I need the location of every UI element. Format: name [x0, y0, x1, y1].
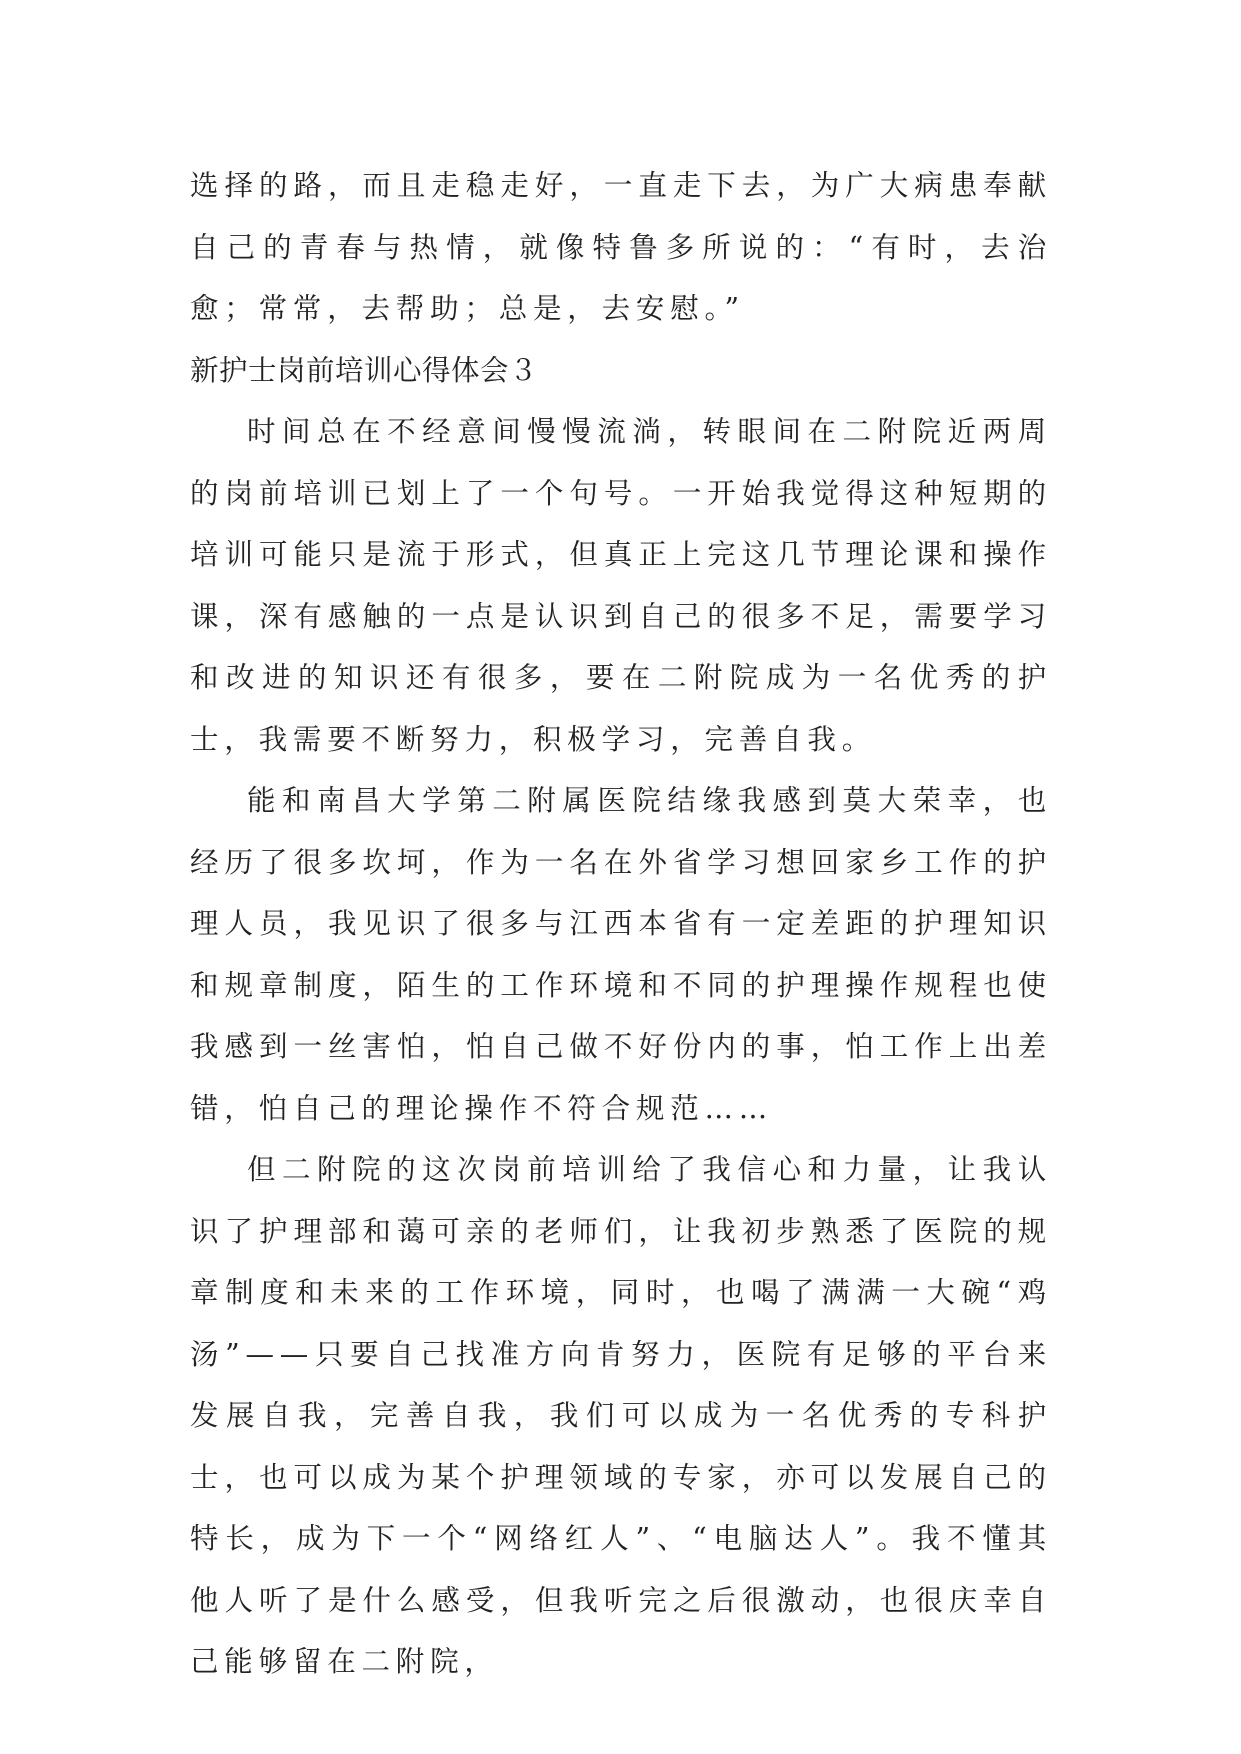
body-paragraph-3: 但二附院的这次岗前培训给了我信心和力量，让我认识了护理部和蔼可亲的老师们，让我初步熟悉了医院的规章制度和未来的工作环境，同时，也喝了满满一大碗“鸡汤”——只要自己找准方向肯努力，医院有足够的平台来发展自我，完善自我，我们可以成为一名优秀的专科护士，也可以成为某个护理领域的专家，亦可以发展自己的特长，成为下一个“网络红人”、“电脑达人”。我不懂其他人听了是什么感受，但我听完之后很激动，也很庆幸自己能够留在二附院， — [190, 1153, 1052, 1678]
continuation-paragraph: 选择的路，而且走稳走好，一直走下去，为广大病患奉献自己的青春与热情，就像特鲁多所说的：“有时，去治愈；常常，去帮助；总是，去安慰。” — [190, 169, 1052, 325]
section-heading: 新护士岗前培训心得体会３ — [190, 353, 539, 387]
body-paragraph-1: 时间总在不经意间慢慢流淌，转眼间在二附院近两周的岗前培训已划上了一个句号。一开始我觉得这种短期的培训可能只是流于形式，但真正上完这几节理论课和操作课，深有感触的一点是认识到自己的很多不足，需要学习和改进的知识还有很多，要在二附院成为一名优秀的护士，我需要不断努力，积极学习，完善自我。 — [190, 415, 1052, 756]
body-paragraph-2: 能和南昌大学第二附属医院结缘我感到莫大荣幸，也经历了很多坎坷，作为一名在外省学习想回家乡工作的护理人员，我见识了很多与江西本省有一定差距的护理知识和规章制度，陌生的工作环境和不同的护理操作规程也使我感到一丝害怕，怕自己做不好份内的事，怕工作上出差错，怕自己的理论操作不符合规范…… — [190, 784, 1052, 1125]
document-body — [190, 155, 1052, 1693]
